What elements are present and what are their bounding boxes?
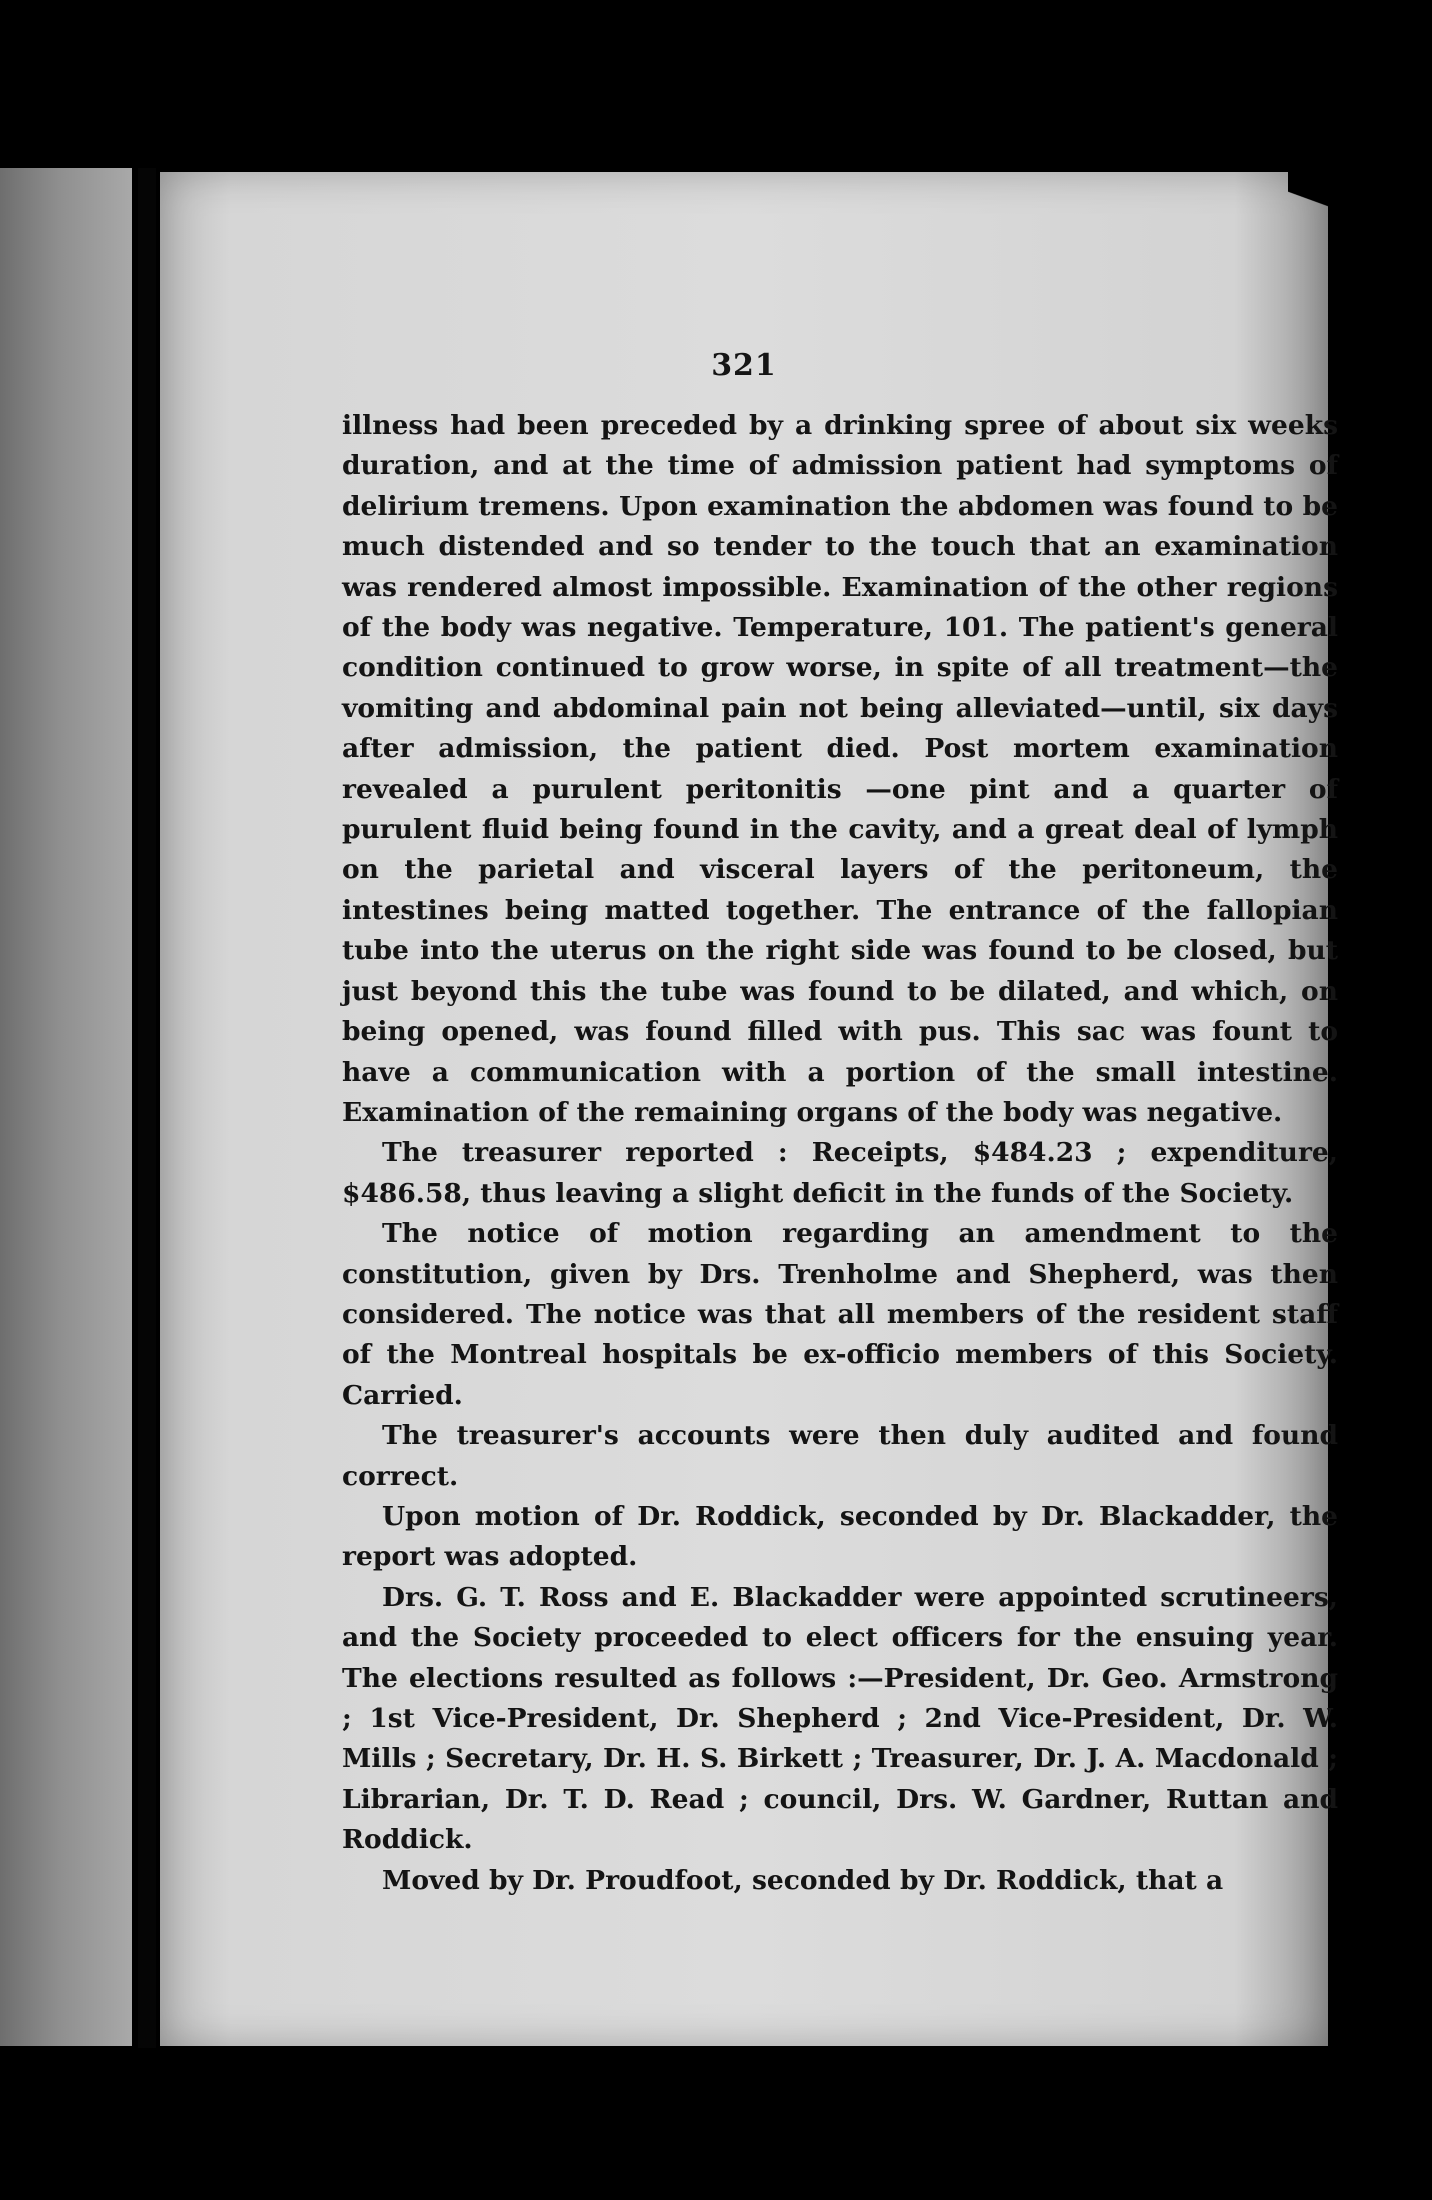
page-body-text [342,406,1338,1901]
paragraph-elections: Drs. G. T. Ross and E. Blackadder were appointed scrutineers, and the Society proceeded to elect officers for the ensuing year. The elections resulted as follows :—President, Dr. Geo. Armstrong ; 1st Vice-President, Dr. Shepherd ; 2nd Vice-President, Dr. W. Mills ; Secretary, Dr. H. S. Birkett ; Treasurer, Dr. J. A. Macdonald ; Librarian, Dr. T. D. Read ; council, Drs. W. Gardner, Ruttan and Roddick. [342,1581,1338,1856]
page-number: 321 [711,348,777,383]
book-page [160,172,1338,2046]
previous-page-edge [0,168,132,2046]
paragraph-constitution-amendment: The notice of motion regarding an amendment to the constitution, given by Drs. Trenholme and Shepherd, was then considered. The notice was that all members of the resident staff of the Montreal hospitals be ex-officio members of this Society. Carried. [342,1218,1338,1411]
paragraph-report-adopted: Upon motion of Dr. Roddick, seconded by Dr. Blackadder, the report was adopted. [342,1500,1338,1573]
paragraph-case-report: illness had been preceded by a drinking spree of about six weeks duration, and at the time of admission patient had symptoms of delirium tremens. Upon examination the abdomen was found to be much distended and so tender to the touch that an examination was rendered almost impossible. Examination of the other regions of the body was negative. Temperature, 101. The patient's general condition continued to grow worse, in spite of all treatment—the vomiting and abdominal pain not being alleviated—until, six days after admission, the patient died. Post mortem examination revealed a purulent peritonitis —one pint and a quarter of purulent fluid being found in the cavity, and a great deal of lymph on the parietal and visceral layers of the peritoneum, the intestines being matted together. The entrance of the fallopian tube into the uterus on the right side was found to be closed, but just beyond this the tube was found to be dilated, and which, on being opened, was found filled with pus. This sac was fount to have a communication with a portion of the small intestine. Examination of the remaining organs of the body was negative. [342,410,1338,1128]
paragraph-motion: Moved by Dr. Proudfoot, seconded by Dr. Roddick, that a [382,1864,1224,1896]
binding-gutter [138,168,156,2048]
paragraph-accounts-audited: The treasurer's accounts were then duly audited and found correct. [342,1420,1338,1492]
page-corner-shadow [1288,172,1328,242]
paragraph-treasurer-report: The treasurer reported : Receipts, $484.23 ; expenditure, $486.58, thus leaving a slight deficit in the funds of the Society. [342,1137,1338,1209]
